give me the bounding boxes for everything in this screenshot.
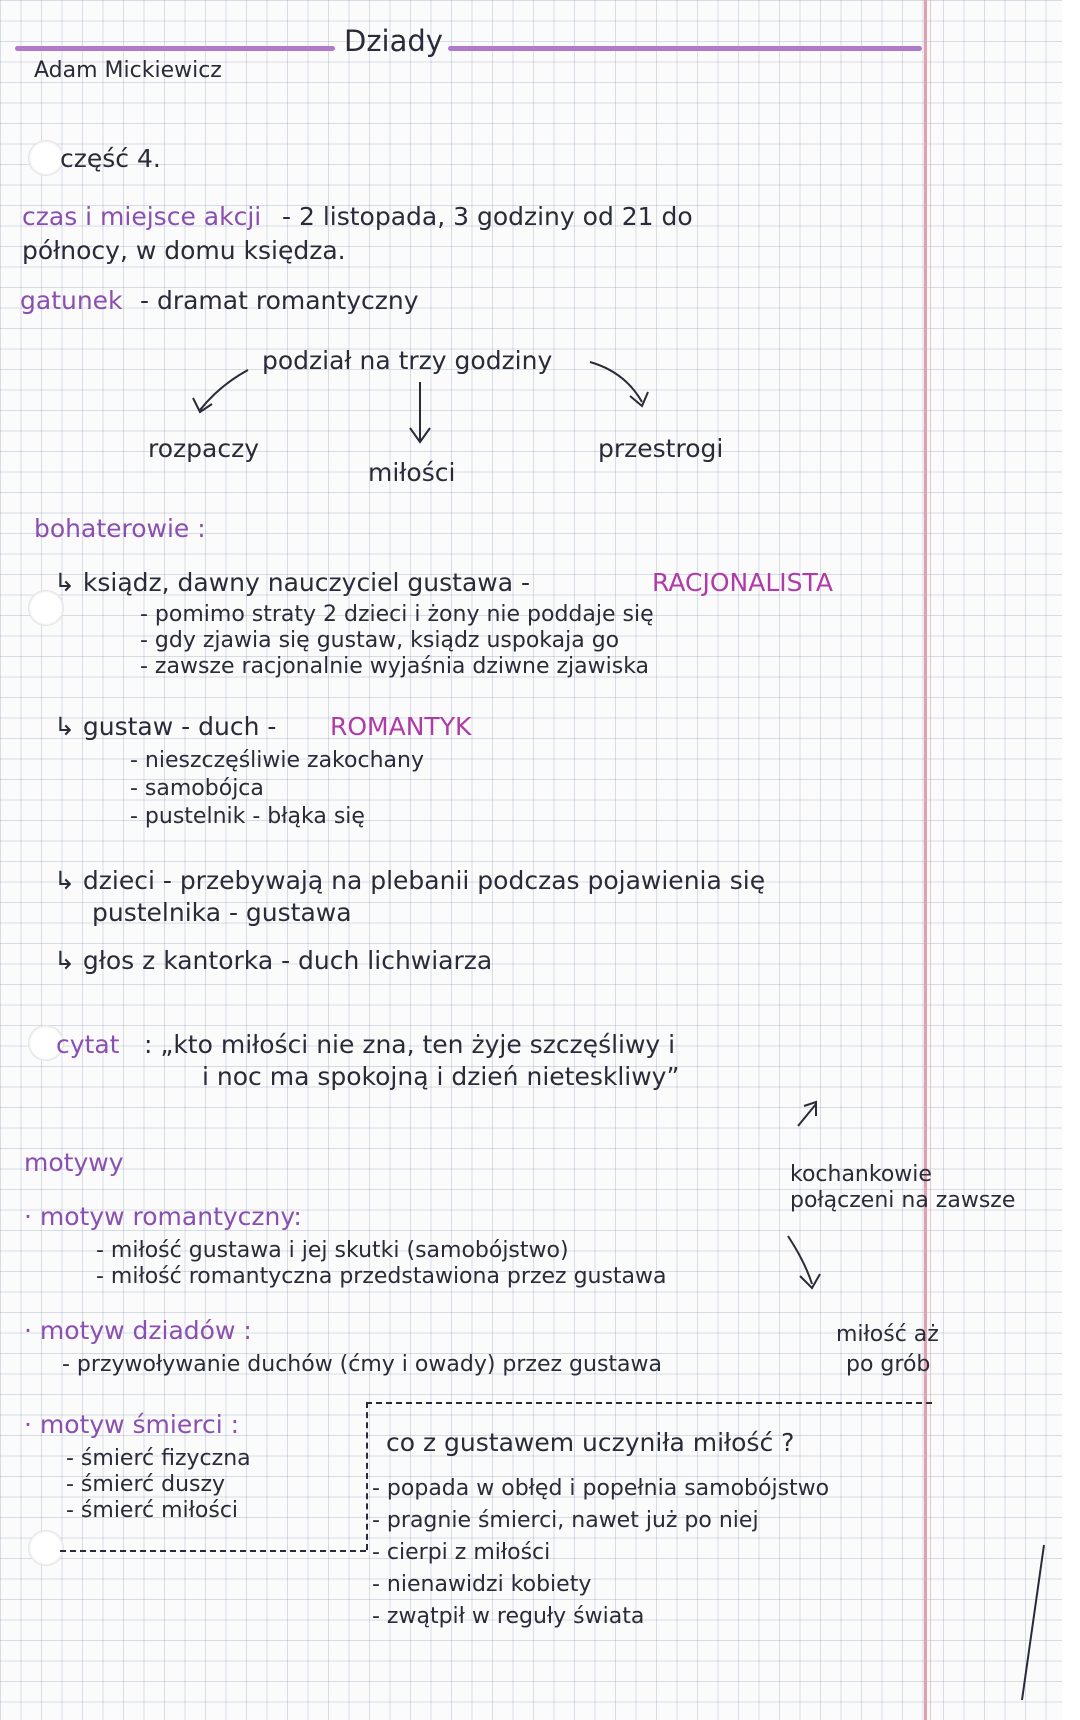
characters-heading: bohaterowie : xyxy=(34,514,206,543)
love-box-point: - popada w obłęd i popełnia samobójstwo xyxy=(372,1476,830,1501)
motif-death-point: - śmierć fizyczna xyxy=(66,1446,251,1471)
motif-death-point: - śmierć miłości xyxy=(66,1498,239,1523)
division-label: podział na trzy godziny xyxy=(262,346,553,375)
motif-romantic-point: - miłość romantyczna przedstawiona przez gustawa xyxy=(96,1264,667,1289)
motif-death-label: · motyw śmierci : xyxy=(24,1410,240,1439)
motifs-heading: motywy xyxy=(24,1148,124,1177)
genre-label: gatunek xyxy=(20,286,123,315)
hour-despair: rozpaczy xyxy=(148,434,259,463)
quote-label: cytat xyxy=(56,1030,120,1059)
gustaw-point: - nieszczęśliwie zakochany xyxy=(130,748,424,773)
love-box-point: - pragnie śmierci, nawet już po niej xyxy=(372,1508,759,1533)
quote-line1: : „kto miłości nie zna, ten żyje szczęśliwy i xyxy=(144,1030,676,1059)
motif-romantic-point: - miłość gustawa i jej skutki (samobójstwo) xyxy=(96,1238,569,1263)
gustaw-line: ↳ gustaw - duch - xyxy=(54,712,277,741)
side-note-bottom-line1: miłość aż xyxy=(836,1322,939,1347)
hour-warning: przestrogi xyxy=(598,434,724,463)
genre-value: - dramat romantyczny xyxy=(140,286,419,315)
children-line2: pustelnika - gustawa xyxy=(92,898,352,927)
priest-point: - pomimo straty 2 dzieci i żony nie poddaje się xyxy=(140,602,654,627)
gustaw-point: - pustelnik - błąka się xyxy=(130,804,365,829)
motif-romantic-label: · motyw romantyczny: xyxy=(24,1202,302,1231)
setting-label: czas i miejsce akcji xyxy=(22,202,262,231)
priest-point: - gdy zjawia się gustaw, ksiądz uspokaja go xyxy=(140,628,620,653)
side-note-bottom-line2: po grób xyxy=(846,1352,931,1377)
side-note-top-line2: połączeni na zawsze xyxy=(790,1188,1016,1213)
motif-box-bottom-border xyxy=(60,1550,366,1552)
side-note-top-line1: kochankowie xyxy=(790,1162,932,1187)
love-box-top-border xyxy=(366,1402,932,1404)
priest-line: ↳ ksiądz, dawny nauczyciel gustawa - xyxy=(54,568,531,597)
love-box-question: co z gustawem uczyniła miłość ? xyxy=(386,1428,795,1457)
author-name: Adam Mickiewicz xyxy=(34,58,222,83)
motif-dziady-label: · motyw dziadów : xyxy=(24,1316,252,1345)
quote-line2: i noc ma spokojną i dzień nieteskliwy” xyxy=(202,1062,680,1091)
love-box-left-border xyxy=(366,1402,368,1550)
children-line1: ↳ dzieci - przebywają na plebanii podczas pojawienia się xyxy=(54,866,766,895)
hour-love: miłości xyxy=(368,458,456,487)
gustaw-tag: ROMANTYK xyxy=(330,712,472,741)
page-title: Dziady xyxy=(344,24,443,58)
motif-dziady-point: - przywoływanie duchów (ćmy i owady) przez gustawa xyxy=(62,1352,662,1377)
setting-line1: - 2 listopada, 3 godziny od 21 do xyxy=(282,202,693,231)
love-box-point: - nienawidzi kobiety xyxy=(372,1572,592,1597)
clock-voice-line: ↳ głos z kantorka - duch lichwiarza xyxy=(54,946,493,975)
part-number: część 4. xyxy=(60,144,161,173)
love-box-point: - zwątpił w reguły świata xyxy=(372,1604,645,1629)
motif-death-point: - śmierć duszy xyxy=(66,1472,226,1497)
love-box-point: - cierpi z miłości xyxy=(372,1540,551,1565)
priest-tag: RACJONALISTA xyxy=(652,568,833,597)
gustaw-point: - samobójca xyxy=(130,776,264,801)
priest-point: - zawsze racjonalnie wyjaśnia dziwne zjawiska xyxy=(140,654,650,679)
setting-line2: północy, w domu księdza. xyxy=(22,236,346,265)
